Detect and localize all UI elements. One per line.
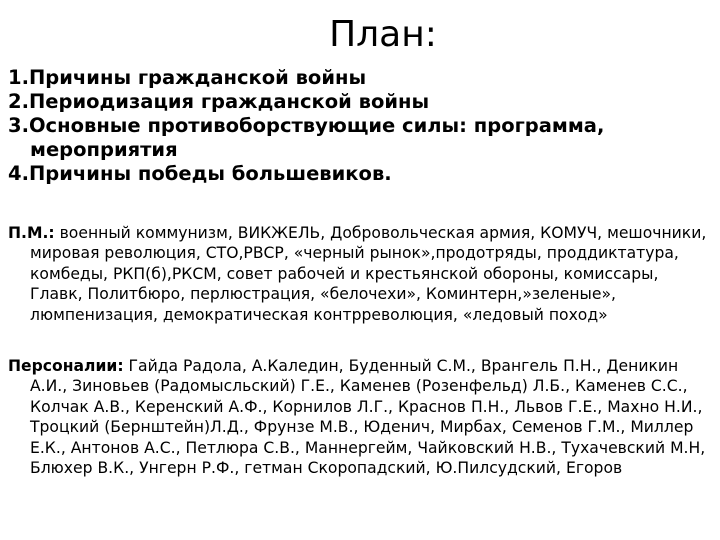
- persons-text: Гайда Радола, А.Каледин, Буденный С.М., Врангель П.Н., Деникин А.И., Зиновьев (Радомысльский) Г.Е., Каменев (Розенфельд) Л.Б., Каменев С.С., Колчак А.В., Керенский А.Ф., Корнилов Л.Г., Краснов П.Н., Львов Г.Е., Махно Н.И., Троцкий (Бернштейн)Л.Д., Фрунзе М.В., Юденич, Мирбах, Семенов Г.М., Миллер Е.К., Антонов А.С., Петлюра С.В., Маннергейм, Чайковский Н.В., Тухачевский М.Н, Блюхер В.К., Унгерн Р.Ф., гетман Скоропадский, Ю.Пилсудский, Егоров: [30, 357, 706, 478]
- plan-list: [8, 66, 708, 186]
- persons-section: [8, 356, 708, 478]
- plan-item-causes: 1.Причины гражданской войны: [8, 66, 367, 89]
- slide-title: План:: [329, 14, 437, 55]
- plan-item-periodization: 2.Периодизация гражданской войны: [8, 90, 430, 113]
- terms-section: [8, 223, 708, 325]
- terms-text: военный коммунизм, ВИКЖЕЛЬ, Добровольческая армия, КОМУЧ, мешочники, мировая революция, СТО,РВСР, «черный рынок»,продотряды, проддиктатура, комбеды, РКП(б),РКСМ, совет рабочей и крестьянской обороны, комиссары, Главк, Политбюро, перлюстрация, «белочехи», Коминтерн,»зеленые», люмпенизация, демократическая контрреволюция, «ледовый поход»: [30, 224, 707, 324]
- persons-label: Персоналии:: [8, 357, 124, 375]
- plan-item-bolshevik-victory: 4.Причины победы большевиков.: [8, 162, 392, 185]
- plan-item-opposing-forces: 3.Основные противоборствующие силы: программа, мероприятия: [8, 114, 605, 161]
- terms-label: П.М.:: [8, 224, 55, 242]
